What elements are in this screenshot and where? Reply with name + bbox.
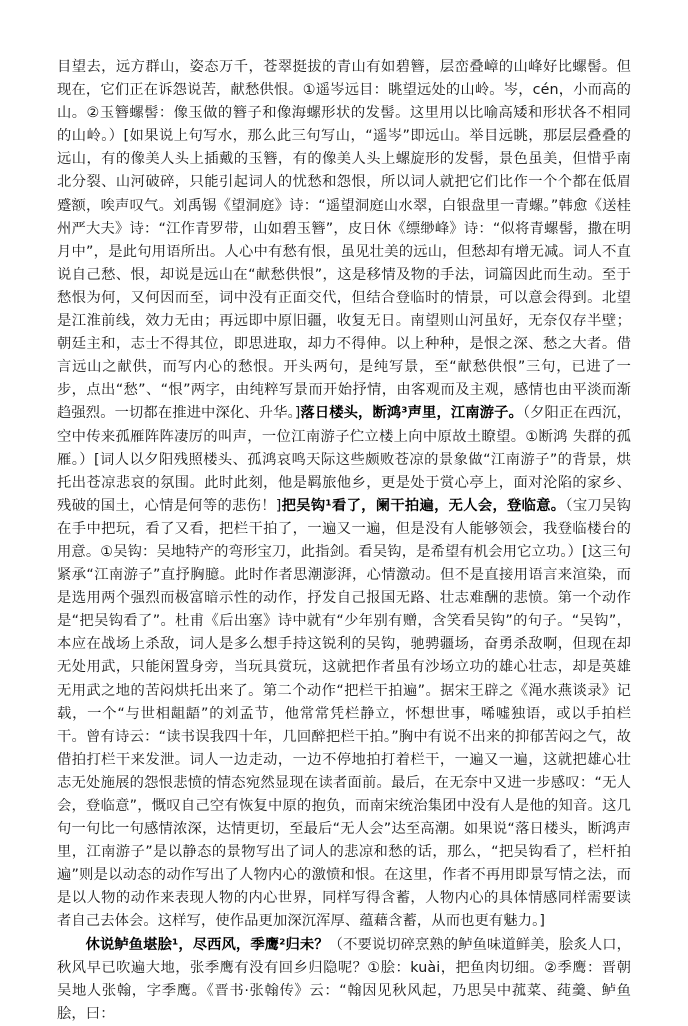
commentary-text: （夕阳正在西沉，空中传来孤雁阵阵凄厉的叫声，一位江南游子伫立楼上向中原故土瞭望。①断鸿 失群的孤雁。）[词人以夕阳残照楼头、孤鸿哀鸣天际这些颇败苍凉的景象做“江南游子”的背景，烘托出苍凉悲哀的氛围。此时此刻，他是羁旅他乡，更是处于赏心亭上，面对沦陷的家乡、残破的国土，心情是何等的悲伤！] <box>57 405 631 514</box>
commentary-text: （不要说切碎烹熟的鲈鱼味道鲜美，脍炙人口，秋风早已吹遍大地，张季鹰有没有回乡归隐呢？①脍：kuài，把鱼肉切细。②季鹰：晋朝吴地人张翰，字季鹰。《晋书·张翰传》云：“翰因见秋风起，乃思吴中菰菜、莼羹、鲈鱼脍，曰： <box>57 936 632 1022</box>
paragraph-2 <box>57 934 631 1026</box>
poem-line: 落日楼头，断鸿³声里，江南游子。 <box>300 405 523 422</box>
poem-line: 把吴钩¹看了，阑干拍遍，无人会，登临意。 <box>281 497 566 514</box>
commentary-text: （宝刀吴钩在手中把玩，看了又看，把栏干拍了，一遍又一遍，但是没有人能够领会，我登临楼台的用意。①吴钩：吴地特产的弯形宝刀，此指剑。看吴钩，是希望有机会用它立功。）[这三句紧承“江南游子”直抒胸臆。此时作者思潮澎湃，心情激动。但不是直接用语言来渲染，而是选用两个强烈而极富暗示性的动作，抒发自己报国无路、壮志难酬的悲愤。第一个动作是“把吴钩看了”。杜甫《后出塞》诗中就有“少年别有赠，含笑看吴钩”的句子。“吴钩”，本应在战场上杀敌，词人是多么想手持这锐利的吴钩，驰骋疆场，奋勇杀敌啊，但现在却无处用武，只能闲置身旁，当玩具赏玩，这就把作者虽有沙场立功的雄心壮志，却是英雄无用武之地的苦闷烘托出来了。第二个动作“把栏干拍遍”。据宋王辟之《渑水燕谈录》记载，一个“与世相龃龉”的刘孟节，他常常凭栏静立，怀想世事，唏嘘独语，或以手拍栏干。曾有诗云：“读书误我四十年，几回醉把栏干拍。”胸中有说不出来的抑郁苦闷之气，故借拍打栏干来发泄。词人一边走动，一边不停地拍打着栏干，一遍又一遍，这就把雄心壮志无处施展的怨恨悲愤的情态宛然显现在读者面前。最后，在无奈中又进一步感叹：“无人会，登临意”，慨叹自己空有恢复中原的抱负，而南宋统治集团中没有人是他的知音。这几句一句比一句感情浓深，达情更切，至最后“无人会”达至高潮。如果说“落日楼头，断鸿声里，江南游子”是以静态的景物写出了词人的悲凉和愁的话，那么，“把吴钩看了，栏杆拍遍”则是以动态的动作写出了人物内心的激愤和恨。在这里，作者不再用即景写情之法，而是以人物的动作来表现人物的内心世界，同样写得含蓄，人物内心的具体情感同样需要读者自己去体会。这样写，使作品更加深沉浑厚、蕴藉含蓄，从而也更有魅力。] <box>57 497 631 930</box>
paragraph-1 <box>57 56 631 934</box>
poem-line: 休说鲈鱼堪脍¹，尽西风，季鹰²归未？ <box>85 936 329 953</box>
commentary-text: 目望去，远方群山，姿态万千，苍翠挺拔的青山有如碧簪，层峦叠嶂的山峰好比螺髻。但现在，它们正在诉怨说苦，献愁供恨。①遥岑远目：眺望远处的山岭。岑，cén，小而高的山。②玉簪螺髻：像玉做的簪子和像海螺形状的发髻。这里用以比喻高矮和形状各不相同的山岭。）[如果说上句写水，那么此三句写山，“遥岑”即远山。举目远眺，那层层叠叠的远山，有的像美人头上插戴的玉簪，有的像美人头上螺旋形的发髻，景色虽美，但惜乎南北分裂、山河破碎，只能引起词人的忧愁和怨恨，所以词人就把它们比作一个个都在低眉蹙额，唉声叹气。刘禹锡《望洞庭》诗：“遥望洞庭山水翠，白银盘里一青螺。”韩愈《送桂州严大夫》诗：“江作青罗带，山如碧玉簪”，皮日休《缥缈峰》诗：“似将青螺髻，撒在明月中”，是此句用语所出。人心中有愁有恨，虽见壮美的远山，但愁却有增无减。词人不直说自己愁、恨，却说是远山在“献愁供恨”，这是移情及物的手法，词篇因此而生动。至于愁恨为何，又何因而至，词中没有正面交代，但结合登临时的情景，可以意会得到。北望是江淮前线，效力无由；再远即中原旧疆，收复无日。南望则山河虽好，无奈仅存半壁；朝廷主和，志士不得其位，即思进取，却力不得伸。以上种种，是恨之深、愁之大者。借言远山之献供，而写内心的愁恨。开头两句，是纯写景，至“献愁供恨”三句，已进了一步，点出“愁”、“恨”两字，由纯粹写景而开始抒情，由客观而及主观，感情也由平淡而渐趋强烈。一切都在推进中深化、升华。] <box>57 59 631 422</box>
